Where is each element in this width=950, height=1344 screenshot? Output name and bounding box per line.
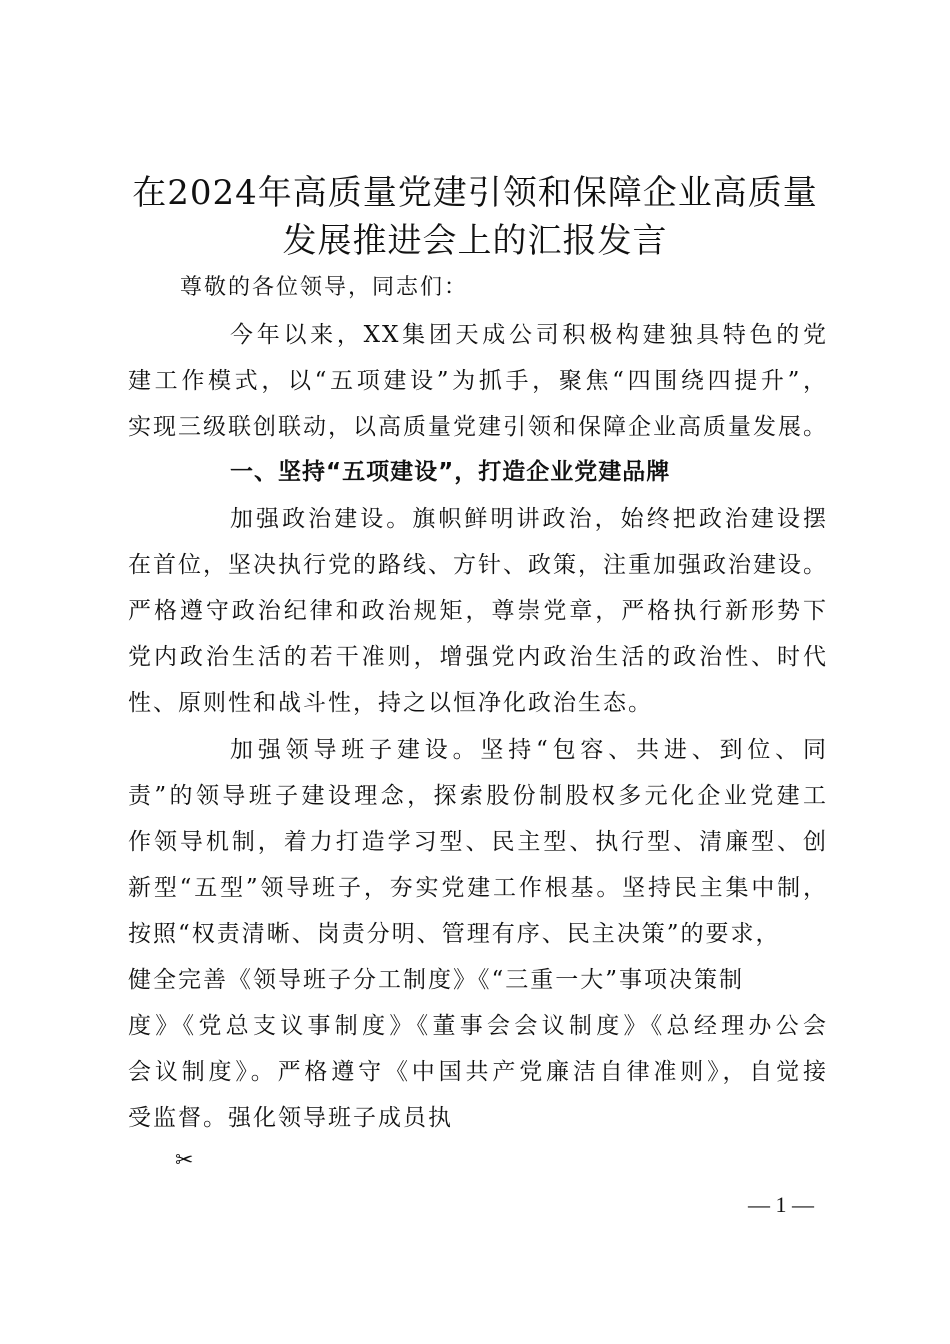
- paragraph-line: 作领导机制，着力打造学习型、民主型、执行型、清廉型、创: [128, 829, 828, 855]
- salutation: 尊敬的各位领导，同志们：: [180, 275, 469, 300]
- scissors-icon: ✂: [175, 1148, 194, 1173]
- paragraph-line: 度》《党总支议事制度》《董事会会议制度》《总经理办公会: [128, 1013, 828, 1039]
- paragraph-line: 新型“五型”领导班子，夯实党建工作根基。坚持民主集中制，: [128, 875, 828, 901]
- paragraph-line: 性、原则性和战斗性，持之以恒净化政治生态。: [128, 690, 653, 716]
- paragraph-line: 严格遵守政治纪律和政治规矩，尊崇党章，严格执行新形势下: [128, 598, 828, 624]
- paragraph-line: 加强领导班子建设。坚持“包容、共进、到位、同: [230, 737, 828, 763]
- paragraph-line: 党内政治生活的若干准则，增强党内政治生活的政治性、时代: [128, 644, 828, 670]
- paragraph-line: 按照“权责清晰、岗责分明、管理有序、民主决策”的要求，: [128, 921, 781, 947]
- paragraph-line: 责”的领导班子建设理念，探索股份制股权多元化企业党建工: [128, 783, 828, 809]
- paragraph-line: 加强政治建设。旗帜鲜明讲政治，始终把政治建设摆: [230, 506, 828, 532]
- page-number: — 1 —: [748, 1192, 814, 1217]
- intro-line: 建工作模式，以“五项建设”为抓手，聚焦“四围绕四提升”，: [128, 368, 828, 394]
- paragraph-line: 健全完善《领导班子分工制度》《“三重一大”事项决策制: [128, 967, 745, 993]
- paragraph-line: 受监督。强化领导班子成员执: [128, 1105, 453, 1131]
- section-heading: 一、坚持“五项建设”，打造企业党建品牌: [230, 459, 671, 485]
- intro-line: 今年以来，XX集团天成公司积极构建独具特色的党: [230, 322, 828, 348]
- document-title-line-2: 发展推进会上的汇报发言: [282, 221, 668, 261]
- paragraph-line: 在首位，坚决执行党的路线、方针、政策，注重加强政治建设。: [128, 552, 828, 578]
- intro-line: 实现三级联创联动，以高质量党建引领和保障企业高质量发展。: [128, 414, 828, 440]
- document-title-line-1: 在2024年高质量党建引领和保障企业高质量: [132, 173, 818, 213]
- paragraph-line: 会议制度》。严格遵守《中国共产党廉洁自律准则》，自觉接: [128, 1059, 828, 1085]
